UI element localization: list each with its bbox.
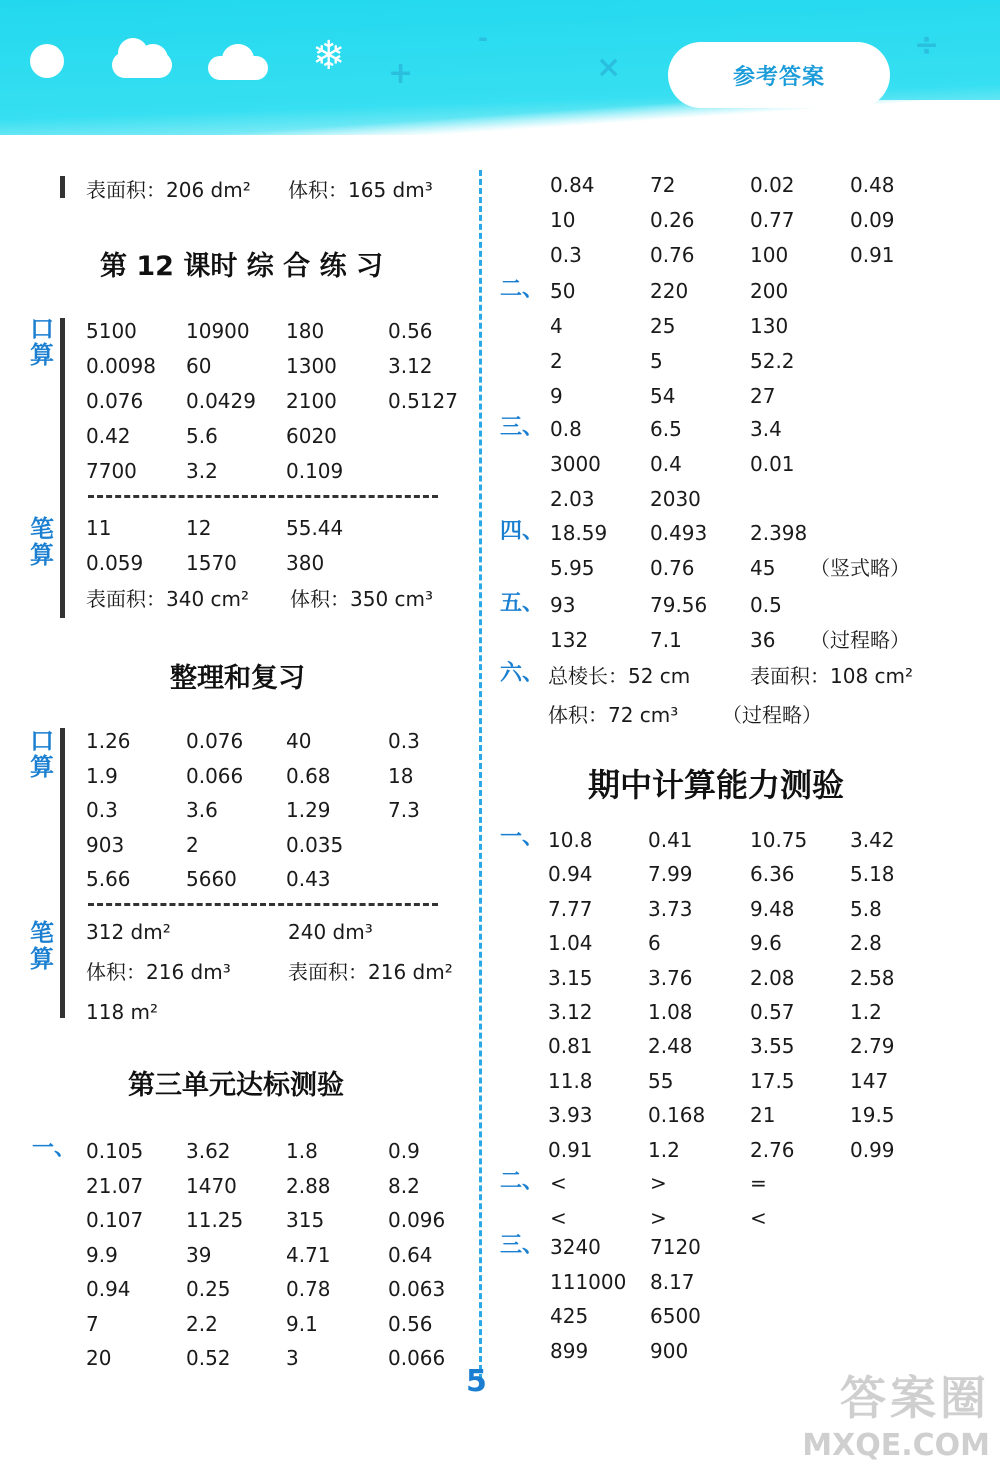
answer-cell: 2.48 [648, 1034, 693, 1059]
answer-cell: 2.79 [850, 1034, 895, 1059]
answer-cell: 899 [550, 1338, 589, 1363]
answer-cell: 100 [750, 243, 789, 267]
answer-cell: 9.6 [750, 931, 782, 956]
watermark-logo-text: 答案圈 [840, 1371, 990, 1425]
answer-cell: 11.8 [548, 1068, 593, 1093]
answer-cell: 2.08 [750, 965, 795, 990]
answer-cell: 0.56 [388, 1311, 433, 1336]
answer-cell: 0.5127 [388, 389, 458, 413]
answer-cell: 3.12 [548, 1000, 593, 1024]
answer-cell: 3240 [550, 1235, 601, 1259]
answer-cell: 1.2 [648, 1137, 680, 1162]
divide-sign-icon: ÷ [914, 28, 940, 63]
answer-key-badge [668, 42, 890, 108]
watermark-site: MXQE.COM [802, 1428, 990, 1463]
answer-cell: 9.1 [286, 1311, 318, 1336]
dashed-separator [88, 903, 438, 906]
answer-cell: 1.9 [86, 763, 118, 788]
answer-cell: 39 [186, 1242, 212, 1267]
answer-cell: 9 [550, 384, 563, 408]
answer-cell: 0.48 [850, 173, 895, 197]
answer-cell: 0.91 [850, 243, 895, 267]
answer-cell: 1470 [186, 1173, 237, 1198]
answer-cell: 0.42 [86, 424, 131, 448]
answer-cell: 5.8 [850, 896, 882, 921]
answer-cell: 0.9 [388, 1139, 420, 1163]
answer-cell: 240 dm³ [288, 920, 373, 944]
section-title-review: 整理和复习 [170, 663, 305, 694]
answer-cell: 425 [550, 1304, 589, 1328]
part-label: 一、 [32, 1136, 77, 1161]
watermark [802, 1362, 990, 1463]
answer-cell: 0.3 [86, 798, 118, 822]
part-label: 二、 [500, 277, 545, 302]
answer-cell: = [750, 1171, 767, 1195]
answer-cell: 130 [750, 314, 789, 338]
answer-cell: 1570 [186, 551, 237, 575]
answer-cell: 5.6 [186, 424, 218, 448]
answer-cell: 52.2 [750, 349, 795, 373]
answer-cell: 体积：216 dm³ [86, 960, 231, 984]
answer-cell: 147 [850, 1068, 889, 1093]
answer-cell: 0.76 [650, 556, 695, 580]
answer-cell: 6500 [650, 1304, 701, 1328]
answer-cell: > [650, 1205, 667, 1230]
answer-cell: 60 [186, 354, 212, 378]
written-label: 笔算 [30, 919, 54, 973]
answer-cell: 3000 [550, 452, 601, 476]
answer-cell: 25 [650, 314, 676, 338]
total-edge-length: 总棱长：52 cm [548, 664, 691, 688]
answer-cell: 2.76 [750, 1137, 795, 1162]
answer-cell: < [550, 1171, 567, 1195]
sun-icon [30, 44, 64, 78]
part-label: 二、 [500, 1169, 545, 1194]
answer-cell: 0.52 [186, 1346, 231, 1370]
answer-cell: 0.43 [286, 867, 331, 891]
answer-cell: 0.096 [388, 1208, 446, 1232]
answer-cell: 7700 [86, 459, 137, 483]
answer-cell: 903 [86, 832, 125, 857]
answer-cell: 10.8 [548, 828, 593, 852]
answer-cell: 4.71 [286, 1242, 331, 1267]
answer-cell: 0.035 [286, 832, 344, 857]
answer-cell: 93 [550, 593, 576, 617]
answer-cell: 0.76 [650, 243, 695, 267]
answer-cell: 表面积：216 dm² [288, 960, 453, 984]
part-label: 一、 [500, 825, 545, 850]
answer-cell: 0.0429 [186, 389, 256, 413]
answer-cell: < [750, 1205, 767, 1230]
answer-cell: 2 [186, 832, 199, 857]
answer-cell: 0.84 [550, 173, 595, 197]
answer-cell: 11.25 [186, 1208, 244, 1232]
answer-cell: 7.77 [548, 896, 593, 921]
answer-cell: 0.02 [750, 173, 795, 197]
answer-cell: 9.48 [750, 896, 795, 921]
answer-cell: 21.07 [86, 1173, 144, 1198]
answer-cell: 0.57 [750, 1000, 795, 1024]
answer-cell: 1300 [286, 354, 337, 378]
answer-cell: 380 [286, 551, 325, 575]
answer-cell: 0.3 [388, 729, 420, 753]
answer-cell: 5660 [186, 867, 237, 891]
answer-cell: 0.78 [286, 1277, 331, 1301]
answer-cell: 8.2 [388, 1173, 420, 1198]
surface-area-answer: 表面积：108 cm² [750, 664, 914, 688]
minus-sign-icon: - [478, 24, 488, 52]
answer-cell: 0.94 [548, 862, 593, 887]
answer-cell: 0.64 [388, 1242, 433, 1267]
answer-cell: 6.5 [650, 417, 682, 441]
answer-cell: 20 [86, 1346, 112, 1370]
answer-cell: 7 [86, 1311, 99, 1336]
answer-cell: 1.2 [850, 1000, 882, 1024]
answer-cell: 2.398 [750, 521, 808, 545]
process-omitted-note: （过程略） [722, 703, 822, 727]
answer-cell: 2.58 [850, 965, 895, 990]
answer-cell: 3.42 [850, 828, 895, 852]
rain-cloud-icon [208, 42, 270, 86]
answer-cell: 0.493 [650, 521, 708, 545]
answer-cell: 0.77 [750, 208, 795, 232]
section-title-unit3-test: 第三单元达标测验 [128, 1070, 344, 1101]
part-label: 四、 [500, 519, 545, 544]
surface-area-answer: 表面积：340 cm² [86, 587, 250, 611]
answer-cell: 18 [388, 763, 414, 788]
answer-cell: 10.75 [750, 828, 808, 852]
answer-cell: 1.8 [286, 1139, 318, 1163]
answer-cell: 27 [750, 384, 776, 408]
answer-cell: 0.91 [548, 1137, 593, 1162]
answer-cell: 3.76 [648, 965, 693, 990]
answer-cell: 3.62 [186, 1139, 231, 1163]
volume-answer: 体积：72 cm³ [548, 703, 679, 727]
answer-cell: 0.066 [186, 763, 244, 788]
answer-cell: 0.8 [550, 417, 582, 441]
answer-cell: 900 [650, 1338, 689, 1363]
answer-cell: 2030 [650, 487, 701, 511]
answer-cell: 0.68 [286, 763, 331, 788]
answer-cell: 0.5 [750, 593, 782, 617]
section-bar [60, 728, 65, 1018]
answer-cell: 1.04 [548, 931, 593, 956]
answer-cell: 111000 [550, 1269, 627, 1294]
answer-cell: 55 [648, 1068, 674, 1093]
answer-cell: 19.5 [850, 1103, 895, 1128]
answer-cell: > [650, 1171, 667, 1195]
answer-cell: 55.44 [286, 516, 344, 540]
answer-cell: 6 [648, 931, 661, 956]
answer-cell: 5 [650, 349, 663, 373]
answer-cell: 0.81 [548, 1034, 593, 1059]
answer-cell: 18.59 [550, 521, 608, 545]
dashed-separator [88, 495, 438, 498]
answer-cell: 3.93 [548, 1103, 593, 1128]
column-divider [479, 170, 482, 1380]
header-banner [0, 0, 1000, 135]
answer-cell: 0.41 [648, 828, 693, 852]
answer-cell: 0.25 [186, 1277, 231, 1301]
answer-cell: 2.8 [850, 931, 882, 956]
answer-cell: 0.076 [86, 389, 144, 413]
snowflake-icon: ❄ [312, 33, 346, 79]
answer-cell: 40 [286, 729, 312, 753]
answer-cell: 6.36 [750, 862, 795, 887]
answer-cell: 36 [750, 628, 776, 652]
section-bar [60, 318, 65, 618]
answer-cell: （过程略） [810, 628, 910, 652]
answer-cell: 1.29 [286, 798, 331, 822]
part-label: 三、 [500, 415, 545, 440]
answer-cell: 1.26 [86, 729, 131, 753]
answer-cell: 0.56 [388, 319, 433, 343]
answer-cell: 2.03 [550, 487, 595, 511]
answer-cell: （竖式略） [810, 556, 910, 580]
answer-cell: 2 [550, 349, 563, 373]
answer-cell: 200 [750, 279, 789, 303]
answer-cell: 8.17 [650, 1269, 695, 1294]
answer-key-label: 参考答案 [732, 64, 825, 90]
answer-cell: 4 [550, 314, 563, 338]
answer-cell: 220 [650, 279, 689, 303]
answer-cell: 0.26 [650, 208, 695, 232]
answer-cell: 132 [550, 628, 589, 652]
volume-answer: 体积：350 cm³ [290, 587, 434, 611]
answer-cell: 3.12 [388, 354, 433, 378]
answer-cell: 5.95 [550, 556, 595, 580]
answer-cell: 3.4 [750, 417, 782, 441]
answer-cell: 180 [286, 319, 325, 343]
answer-cell: 3.15 [548, 965, 593, 990]
answer-cell: 3 [286, 1346, 299, 1370]
answer-cell: 0.066 [388, 1346, 446, 1370]
answer-cell: 5100 [86, 319, 137, 343]
part-label: 五、 [500, 591, 545, 616]
answer-cell: 2100 [286, 389, 337, 413]
answer-cell: 7.3 [388, 798, 420, 822]
answer-cell: 0.076 [186, 729, 244, 753]
answer-cell: 9.9 [86, 1242, 118, 1267]
answer-cell: 7.1 [650, 628, 682, 652]
answer-cell: 10900 [186, 319, 250, 343]
answer-cell: 2.88 [286, 1173, 331, 1198]
part-label: 六、 [500, 661, 545, 686]
answer-cell: 11 [86, 516, 112, 540]
answer-cell: 0.94 [86, 1277, 131, 1301]
answer-cell: 10 [550, 208, 576, 232]
oral-label: 口算 [30, 727, 54, 781]
answer-cell: 3.6 [186, 798, 218, 822]
answer-cell: 0.01 [750, 452, 795, 476]
answer-cell: 312 dm² [86, 920, 171, 944]
answer-cell: 118 m² [86, 1000, 159, 1024]
answer-cell: 0.168 [648, 1103, 706, 1128]
answer-cell: 54 [650, 384, 676, 408]
plus-sign-icon: + [388, 56, 414, 91]
answer-cell: 7.99 [648, 862, 693, 887]
answer-cell: 5.66 [86, 867, 131, 891]
answer-cell: 0.4 [650, 452, 682, 476]
answer-cell: 6020 [286, 424, 337, 448]
answer-cell: 0.059 [86, 551, 144, 575]
answer-cell: 50 [550, 279, 576, 303]
answer-cell: 0.107 [86, 1208, 144, 1232]
top-surface-area: 表面积：206 dm² [86, 178, 251, 202]
oral-label: 口算 [30, 315, 54, 369]
answer-cell: 0.063 [388, 1277, 446, 1301]
cloud-sun-icon [112, 36, 174, 80]
written-label: 笔算 [30, 515, 54, 569]
answer-cell: 0.0098 [86, 354, 156, 378]
answer-cell: 3.73 [648, 896, 693, 921]
section-bar [60, 176, 65, 198]
answer-cell: 72 [650, 173, 676, 197]
times-sign-icon: × [596, 50, 622, 85]
answer-cell: 0.3 [550, 243, 582, 267]
page-number: 5 [466, 1364, 487, 1399]
answer-cell: 3.2 [186, 459, 218, 483]
answer-cell: 0.109 [286, 459, 344, 483]
answer-cell: 45 [750, 556, 776, 580]
answer-cell: 0.09 [850, 208, 895, 232]
answer-cell: 315 [286, 1208, 325, 1232]
answer-cell: 12 [186, 516, 212, 540]
section-title-lesson12: 第 12 课时 综 合 练 习 [100, 251, 383, 282]
answer-cell: 79.56 [650, 593, 708, 617]
answer-cell: 3.55 [750, 1034, 795, 1059]
answer-cell: < [550, 1205, 567, 1230]
part-label: 三、 [500, 1233, 545, 1258]
top-volume: 体积：165 dm³ [288, 178, 433, 202]
answer-cell: 17.5 [750, 1068, 795, 1093]
answer-cell: 7120 [650, 1235, 701, 1259]
answer-cell: 0.99 [850, 1137, 895, 1162]
answer-cell: 5.18 [850, 862, 895, 887]
answer-cell: 0.105 [86, 1139, 144, 1163]
section-title-midterm: 期中计算能力测验 [588, 766, 845, 804]
answer-cell: 2.2 [186, 1311, 218, 1336]
answer-cell: 21 [750, 1103, 776, 1128]
answer-cell: 1.08 [648, 1000, 693, 1024]
